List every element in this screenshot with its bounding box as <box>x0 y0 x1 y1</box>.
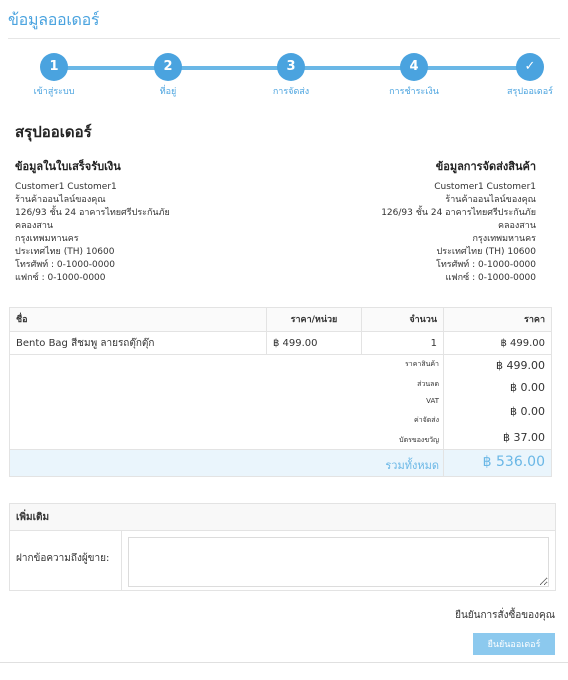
additional-section <box>9 503 556 591</box>
checkout-stepper <box>0 50 568 100</box>
discount-label: ส่วนลด <box>417 380 439 388</box>
table-row <box>10 332 551 355</box>
shipping-fee-label: ค่าจัดส่ง <box>414 416 439 424</box>
grand-total-row <box>10 450 551 476</box>
billing-line: คลองสาน <box>15 221 54 231</box>
page-title: ข้อมูลออเดอร์ <box>8 10 100 29</box>
step-5-label: สรุปออเดอร์ <box>506 87 554 97</box>
vat-value: ฿ 0.00 <box>510 405 545 418</box>
totals-section <box>10 355 551 450</box>
grand-total-label: รวมทั้งหมด <box>385 459 439 472</box>
item-unit-price: ฿ 499.00 <box>267 332 362 354</box>
step-2-label[interactable]: ที่อยู่ <box>159 87 177 97</box>
subtotal-value: ฿ 499.00 <box>496 359 545 372</box>
billing-line: แฟกซ์ : 0-1000-0000 <box>15 273 106 283</box>
header-unit-price: ราคา/หน่วย <box>267 308 362 331</box>
billing-line: Customer1 Customer1 <box>15 182 117 192</box>
shipping-line: โทรศัพท์ : 0-1000-0000 <box>436 260 536 270</box>
order-table <box>9 307 552 477</box>
shipping-heading: ข้อมูลการจัดส่งสินค้า <box>435 160 536 173</box>
billing-address <box>15 160 170 285</box>
grand-total-value: ฿ 536.00 <box>482 454 545 470</box>
summary-title: สรุปออเดอร์ <box>15 123 92 141</box>
subtotal-label: ราคาสินค้า <box>405 360 439 368</box>
shipping-line: คลองสาน <box>497 221 536 231</box>
step-4-circle[interactable]: 4 <box>400 53 428 81</box>
discount-value: ฿ 0.00 <box>510 381 545 394</box>
item-name: Bento Bag สีชมพู ลายรถตุ๊กตุ๊ก <box>10 332 267 354</box>
shipping-line: กรุงเทพมหานคร <box>472 234 536 244</box>
item-qty: 1 <box>362 332 444 354</box>
billing-line: กรุงเทพมหานคร <box>15 234 79 244</box>
shipping-line: ร้านค้าออนไลน์ของคุณ <box>445 195 536 205</box>
billing-line: 126/93 ชั้น 24 อาคารไทยศรีประกันภัย <box>15 208 170 218</box>
step-1-label[interactable]: เข้าสู่ระบบ <box>33 87 75 97</box>
confirm-text: ยืนยันการสั่งซื้อของคุณ <box>455 610 555 621</box>
divider <box>8 38 560 39</box>
step-5-check-icon: ✓ <box>516 53 544 81</box>
table-header-row <box>10 308 551 332</box>
footer-divider <box>0 662 568 663</box>
billing-line: ประเทศไทย (TH) 10600 <box>15 247 115 257</box>
message-input[interactable] <box>128 537 549 587</box>
step-3-circle[interactable]: 3 <box>277 53 305 81</box>
billing-heading: ข้อมูลในใบเสร็จรับเงิน <box>15 160 121 173</box>
shipping-line: Customer1 Customer1 <box>434 182 536 192</box>
giftcard-value: ฿ 37.00 <box>503 431 545 444</box>
additional-heading: เพิ่มเติม <box>10 504 555 531</box>
message-label: ฝากข้อความถึงผู้ขาย: <box>10 531 122 591</box>
step-2-circle[interactable]: 2 <box>154 53 182 81</box>
confirm-order-button[interactable]: ยืนยันออเดอร์ <box>473 633 555 655</box>
step-4-label[interactable]: การชำระเงิน <box>389 87 439 97</box>
shipping-line: ประเทศไทย (TH) 10600 <box>436 247 536 257</box>
header-price: ราคา <box>524 315 545 325</box>
shipping-address <box>381 160 536 285</box>
billing-line: ร้านค้าออนไลน์ของคุณ <box>15 195 106 205</box>
step-3-label[interactable]: การจัดส่ง <box>272 87 310 97</box>
billing-line: โทรศัพท์ : 0-1000-0000 <box>15 260 115 270</box>
shipping-line: แฟกซ์ : 0-1000-0000 <box>445 273 536 283</box>
giftcard-label: บัตรของขวัญ <box>399 436 439 444</box>
step-1-circle[interactable]: 1 <box>40 53 68 81</box>
vat-label: VAT <box>426 397 439 405</box>
item-price: ฿ 499.00 <box>500 338 545 349</box>
header-name: ชื่อ <box>10 308 267 331</box>
header-qty: จำนวน <box>362 308 444 331</box>
shipping-line: 126/93 ชั้น 24 อาคารไทยศรีประกันภัย <box>381 208 536 218</box>
